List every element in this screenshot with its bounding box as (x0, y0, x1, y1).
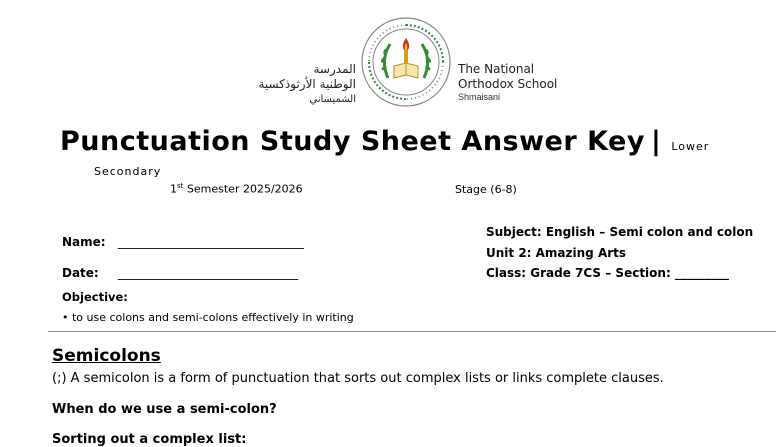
subject-line: Subject: English – Semi colon and colon (486, 225, 754, 239)
school-crest-icon (360, 16, 452, 108)
school-name-line-3: Shmaisani (458, 92, 501, 102)
semester-ordinal-suffix: st (177, 182, 184, 190)
school-name-arabic-line-1: المدرسة (313, 62, 356, 76)
semicolons-heading: Semicolons (52, 346, 161, 366)
class-line: Class: Grade 7CS – Section: _________ (486, 266, 729, 280)
level-suffix: Lower (671, 140, 710, 153)
semester-ordinal: 1 (170, 182, 177, 196)
school-name-line-1: The National (458, 62, 535, 76)
date-label: Date: (62, 266, 99, 280)
unit-line: Unit 2: Amazing Arts (486, 246, 627, 260)
document-title (60, 126, 709, 157)
school-name-line-2: Orthodox School (458, 77, 558, 91)
semester-text: Semester 2025/2026 (186, 182, 303, 196)
sorting-heading: Sorting out a complex list: (52, 432, 247, 447)
title-separator: | (650, 126, 662, 157)
school-name-english (458, 62, 557, 103)
when-heading: When do we use a semi-colon? (52, 402, 277, 417)
semester (170, 182, 303, 196)
school-name-arabic (238, 62, 356, 107)
title-text: Punctuation Study Sheet Answer Key (60, 126, 645, 157)
name-label: Name: (62, 235, 106, 249)
objective-label: Objective: (62, 290, 128, 304)
school-name-arabic-line-2: الوطنية الأرثوذكسية (258, 77, 356, 91)
semicolon-definition: (;) A semicolon is a form of punctuation that sorts out complex lists or links complete clauses. (52, 371, 664, 386)
objective-item: • to use colons and semi-colons effectively in writing (62, 311, 354, 324)
date-field[interactable]: ______________________________ (118, 266, 298, 280)
name-field[interactable]: _______________________________ (118, 235, 304, 249)
level-line-2: Secondary (94, 165, 162, 178)
divider (48, 331, 776, 332)
school-name-arabic-line-3: الشميساني (309, 94, 356, 105)
stage: Stage (6-8) (455, 183, 517, 196)
